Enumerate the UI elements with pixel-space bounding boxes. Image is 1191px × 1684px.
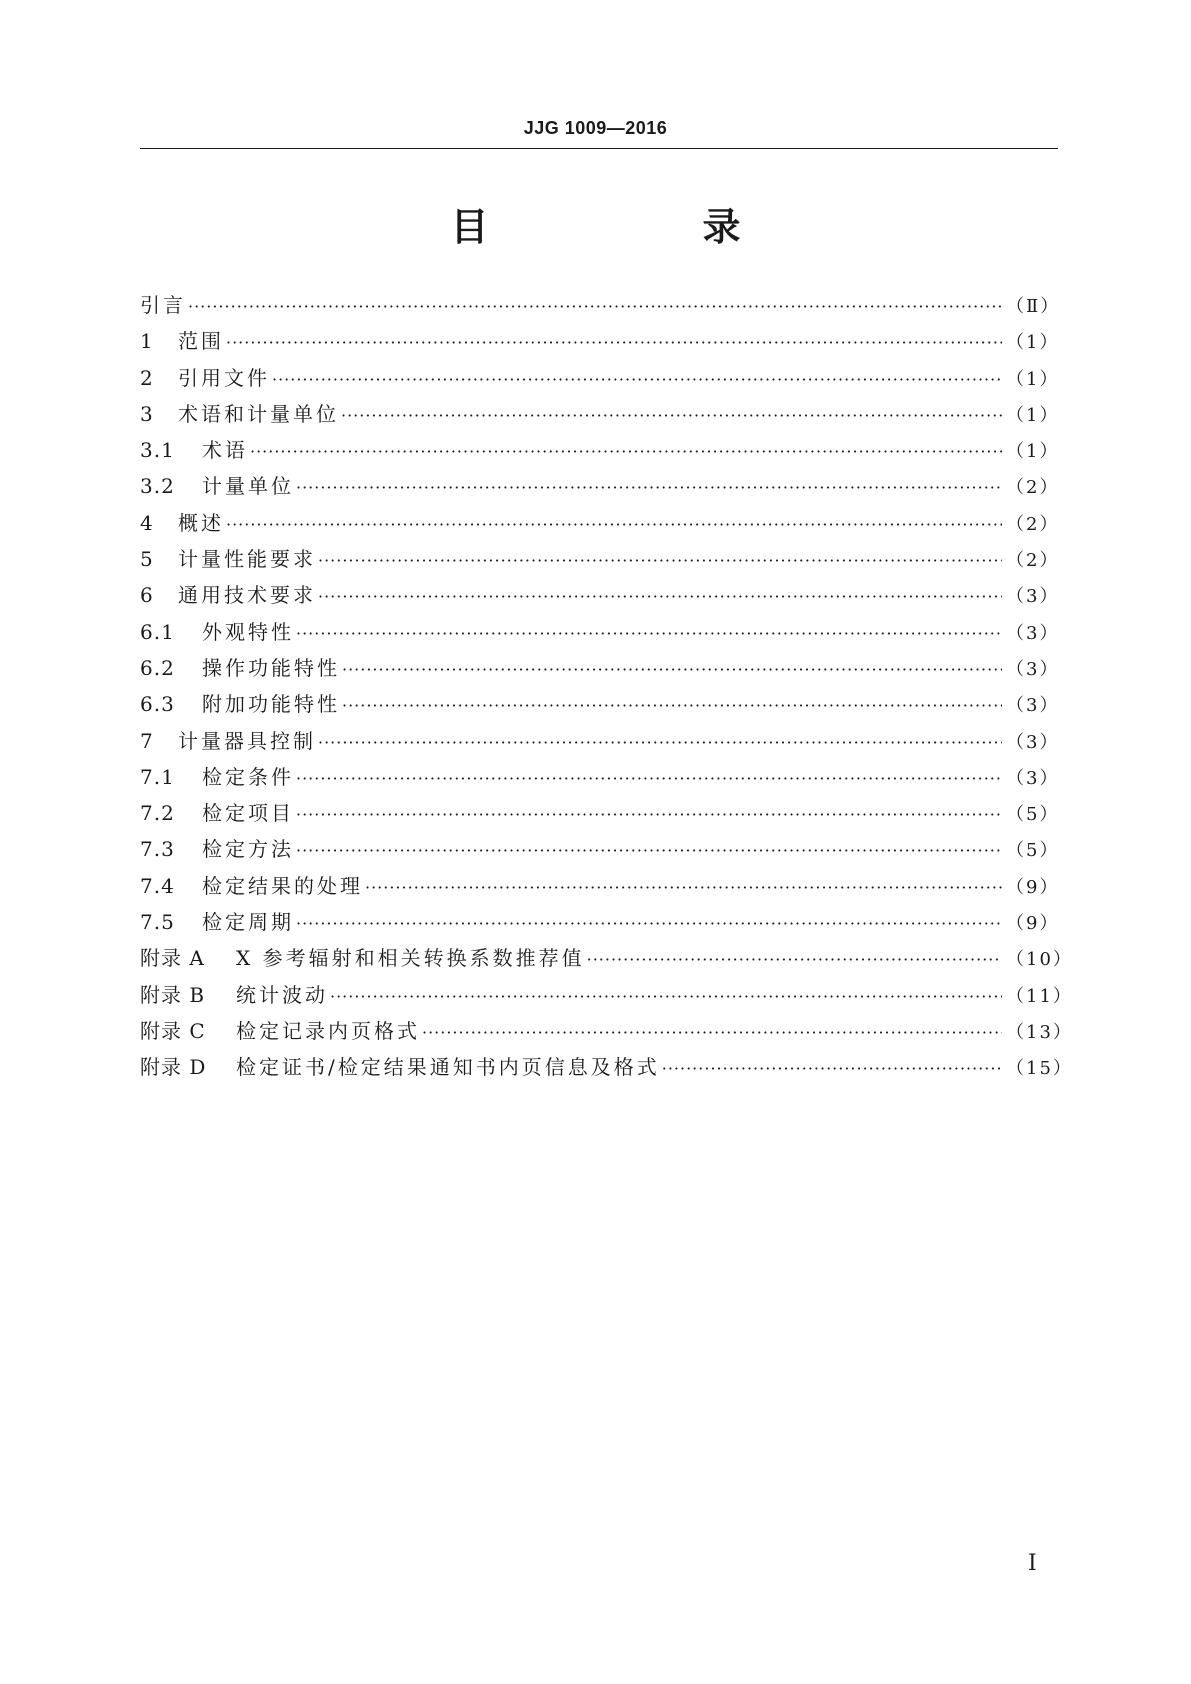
toc-entry-page: （1）	[1006, 368, 1060, 390]
toc-entry[interactable]	[140, 762, 1058, 798]
toc-entry-title: 外观特性	[202, 619, 294, 644]
toc-entry-page: （2）	[1006, 513, 1060, 535]
toc-entry-title: 范围	[178, 329, 224, 354]
toc-entry[interactable]	[140, 980, 1073, 1016]
toc-entry-page: （2）	[1006, 477, 1060, 499]
toc-entry-page: （3）	[1006, 767, 1060, 789]
toc-entry-number: 5	[140, 547, 154, 572]
toc-dot-leader	[422, 1018, 1002, 1048]
toc-entry[interactable]	[140, 653, 1058, 689]
toc-entry-number: 3.1	[140, 438, 175, 463]
toc-entry[interactable]	[140, 363, 1058, 399]
document-code: JJG 1009—2016	[523, 118, 668, 138]
toc-entry[interactable]	[140, 326, 1058, 362]
toc-entry-title: 操作功能特性	[202, 655, 340, 680]
toc-entry-page: （3）	[1006, 586, 1060, 608]
toc-entry[interactable]	[140, 544, 1058, 580]
toc-entry[interactable]	[140, 798, 1058, 834]
toc-entry-page: （2）	[1006, 550, 1060, 572]
toc-entry-title: 术语	[202, 438, 248, 463]
toc-dot-leader	[296, 909, 1002, 939]
toc-entry-page: （15）	[1006, 1058, 1073, 1080]
page-number: I	[1028, 1551, 1037, 1576]
toc-entry-number: 附录 C	[140, 1018, 206, 1043]
toc-entry-number: 6.2	[140, 655, 175, 680]
toc-entry-title: 检定条件	[202, 764, 294, 789]
toc-entry[interactable]	[140, 834, 1058, 870]
toc-entry-number: 6	[140, 583, 154, 608]
toc-dot-leader	[296, 473, 1002, 503]
toc-entry-title: 通用技术要求	[178, 583, 316, 608]
toc-entry-page: （9）	[1006, 876, 1060, 898]
toc-entry[interactable]	[140, 907, 1058, 943]
toc-entry-page: （3）	[1006, 731, 1060, 753]
toc-entry-number: 6.3	[140, 692, 175, 717]
toc-entry-number: 3.2	[140, 474, 175, 499]
toc-entry-title: 引言	[140, 293, 186, 317]
toc-dot-leader	[250, 437, 1002, 467]
toc-entry-title: 检定项目	[202, 801, 294, 826]
toc-entry-title: 引用文件	[178, 365, 270, 390]
toc-dot-leader	[226, 510, 1002, 540]
toc-entry-title: 计量单位	[202, 474, 294, 499]
toc-dot-leader	[587, 945, 1002, 975]
toc-entry[interactable]	[140, 1016, 1073, 1052]
toc-entry-number: 7.3	[140, 837, 175, 862]
toc-entry-page: （1）	[1006, 332, 1060, 354]
toc-entry-page: （1）	[1006, 404, 1060, 426]
toc-entry-number: 附录 D	[140, 1055, 207, 1080]
toc-entry-title: 术语和计量单位	[178, 401, 339, 426]
toc-entry-number: 3	[140, 401, 154, 426]
toc-entry-title: 检定结果的处理	[202, 873, 363, 898]
toc-entry[interactable]	[140, 1052, 1073, 1088]
toc-entry-number: 7.5	[140, 910, 175, 935]
toc-entry-number: 7	[140, 728, 154, 753]
toc-entry-number: 6.1	[140, 619, 175, 644]
toc-dot-leader	[330, 982, 1002, 1012]
toc-dot-leader	[188, 292, 1002, 322]
toc-entry-title: 检定周期	[202, 910, 294, 935]
toc-entry[interactable]	[140, 726, 1058, 762]
header-rule	[140, 148, 1058, 149]
toc-entry-page: （10）	[1006, 949, 1073, 971]
toc-entry-title: 检定方法	[202, 837, 294, 862]
toc-entry[interactable]	[140, 580, 1058, 616]
toc-entry[interactable]	[140, 943, 1073, 979]
toc-entry-title: 计量器具控制	[178, 728, 316, 753]
toc-entry-page: （5）	[1006, 804, 1060, 826]
toc-dot-leader	[662, 1054, 1002, 1084]
toc-dot-leader	[342, 655, 1002, 685]
toc-entry-page: （Ⅱ）	[1006, 296, 1061, 317]
toc-entry-title: 附加功能特性	[202, 692, 340, 717]
toc-dot-leader	[272, 365, 1002, 395]
toc-entry[interactable]	[140, 290, 1061, 326]
table-of-contents	[140, 290, 1073, 1089]
toc-entry[interactable]	[140, 471, 1058, 507]
toc-entry-number: 2	[140, 365, 154, 390]
toc-dot-leader	[365, 873, 1002, 903]
toc-entry-title: 检定记录内页格式	[236, 1018, 420, 1043]
toc-dot-leader	[341, 401, 1002, 431]
toc-entry-title: 概述	[178, 510, 224, 535]
toc-entry-number: 附录 A	[140, 946, 205, 971]
toc-title: 目 录	[450, 205, 829, 249]
toc-dot-leader	[296, 800, 1002, 830]
toc-entry-page: （13）	[1006, 1021, 1073, 1043]
toc-entry-title: 计量性能要求	[178, 547, 316, 572]
toc-entry-page: （1）	[1006, 441, 1060, 463]
toc-dot-leader	[342, 691, 1002, 721]
toc-entry[interactable]	[140, 435, 1058, 471]
toc-dot-leader	[318, 546, 1002, 576]
toc-dot-leader	[318, 728, 1002, 758]
toc-dot-leader	[318, 582, 1002, 612]
toc-entry[interactable]	[140, 689, 1058, 725]
toc-entry-number: 1	[140, 329, 154, 354]
toc-entry-page: （5）	[1006, 840, 1060, 862]
toc-entry[interactable]	[140, 508, 1058, 544]
toc-entry-number: 7.2	[140, 801, 175, 826]
toc-entry-number: 7.4	[140, 873, 175, 898]
toc-dot-leader	[226, 328, 1002, 358]
toc-entry-page: （3）	[1006, 622, 1060, 644]
toc-entry-page: （3）	[1006, 695, 1060, 717]
toc-entry-page: （11）	[1006, 985, 1073, 1007]
toc-entry[interactable]	[140, 871, 1058, 907]
toc-entry-number: 4	[140, 510, 154, 535]
toc-entry-number: 附录 B	[140, 982, 206, 1007]
toc-entry-title: 检定证书/检定结果通知书内页信息及格式	[236, 1055, 660, 1080]
toc-entry-title: X 参考辐射和相关转换系数推荐值	[236, 946, 585, 971]
toc-entry[interactable]	[140, 617, 1058, 653]
toc-entry[interactable]	[140, 399, 1058, 435]
toc-dot-leader	[296, 619, 1002, 649]
toc-entry-number: 7.1	[140, 764, 175, 789]
toc-entry-title: 统计波动	[236, 982, 328, 1007]
toc-dot-leader	[296, 764, 1002, 794]
toc-entry-page: （3）	[1006, 658, 1060, 680]
toc-dot-leader	[296, 836, 1002, 866]
toc-entry-page: （9）	[1006, 913, 1060, 935]
